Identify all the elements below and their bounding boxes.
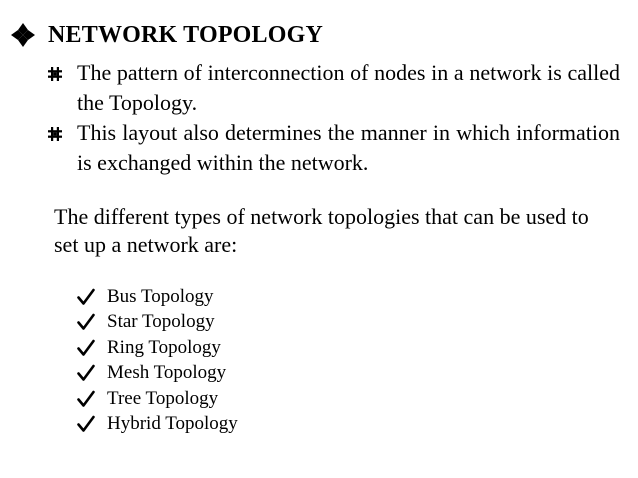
topology-label: Ring Topology — [107, 336, 221, 358]
title-text: NETWORK TOPOLOGY — [48, 21, 324, 48]
check-icon — [77, 288, 95, 306]
intro-paragraph: The different types of network topologies that can be used to set up a network are: — [54, 204, 589, 257]
list-item — [77, 361, 238, 387]
topology-label: Hybrid Topology — [107, 413, 238, 435]
slide-title — [10, 18, 323, 52]
diamond-bullet-icon — [10, 22, 36, 48]
list-item — [77, 335, 238, 361]
check-icon — [77, 390, 95, 408]
hash-bullet-icon — [48, 67, 62, 81]
check-icon — [77, 364, 95, 382]
topology-label: Bus Topology — [107, 285, 214, 307]
bullet-item — [44, 118, 620, 178]
check-icon — [77, 415, 95, 433]
bullet-list — [44, 58, 620, 178]
hash-bullet-icon — [48, 127, 62, 141]
list-item — [77, 310, 238, 336]
list-item — [77, 284, 238, 310]
check-icon — [77, 313, 95, 331]
bullet-item — [44, 58, 620, 118]
list-item — [77, 412, 238, 438]
bullet-text: The pattern of interconnection of nodes in a network is called the Topology. — [77, 60, 620, 115]
topology-label: Star Topology — [107, 311, 215, 333]
topology-list — [77, 284, 238, 437]
check-icon — [77, 339, 95, 357]
topology-label: Mesh Topology — [107, 362, 227, 384]
bullet-text: This layout also determines the manner in which information is exchanged within the network. — [77, 120, 620, 175]
list-item — [77, 386, 238, 412]
topology-label: Tree Topology — [107, 387, 219, 409]
